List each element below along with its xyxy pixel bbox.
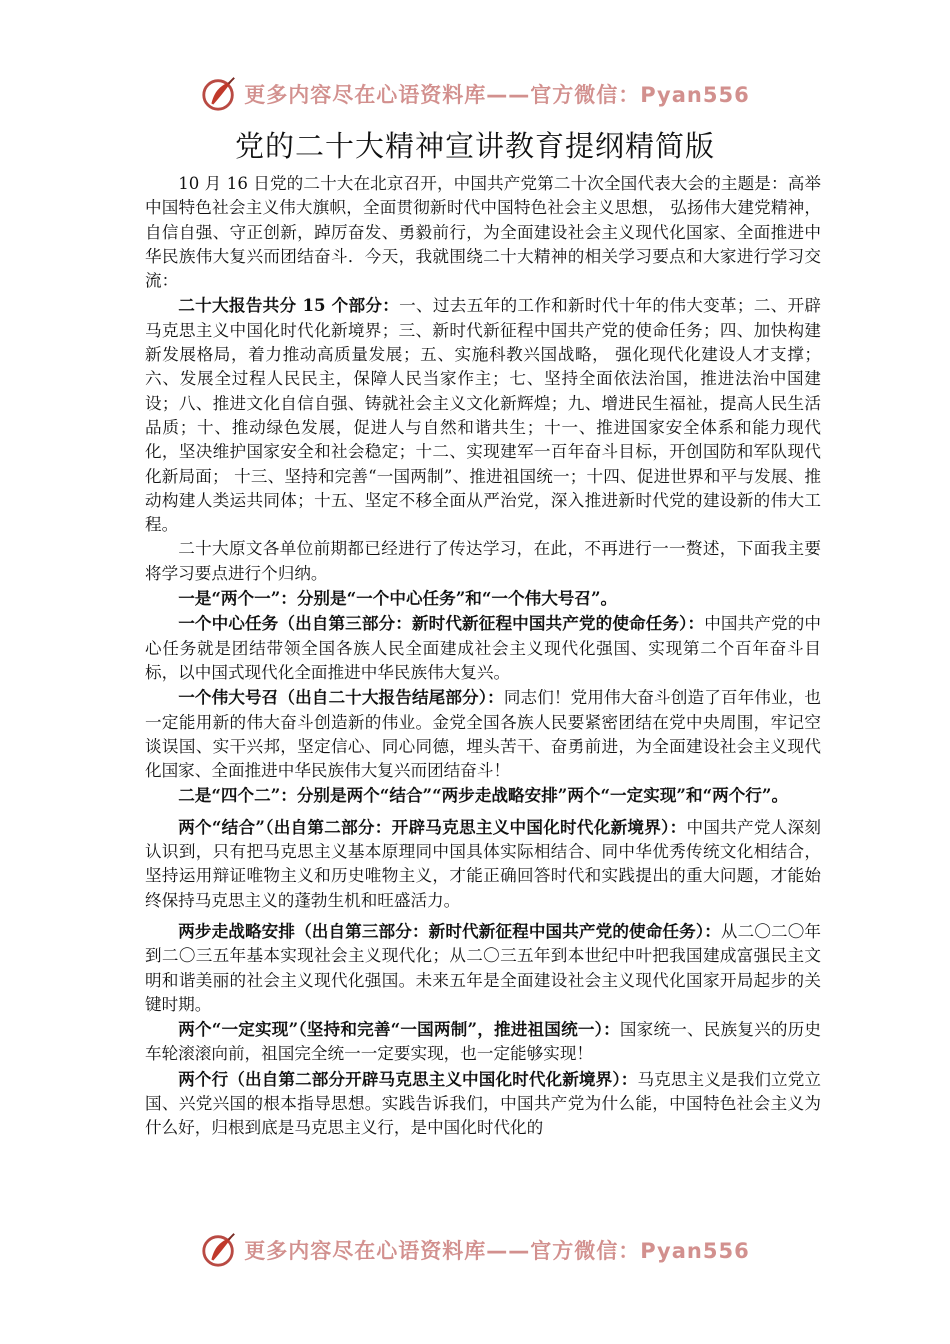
paragraph (145, 537, 821, 586)
footer-banner-message: 更多内容尽在心语资料库——官方微信： (244, 1239, 641, 1263)
paragraph-heading: 一个中心任务（出自第三部分：新时代新征程中国共产党的使命任务）： (178, 613, 705, 634)
paragraph-text: 10 月 16 日党的二十大在北京召开，中国共产党第二十次全国代表大会的主题是：高举中国特色社会主义伟大旗帜，全面贯彻新时代中国特色社会主义思想， 弘扬伟大建党精神，自信自强、守正创新，踔厉奋发、勇毅前行，为全面建设社会主义现代化国家、全面推进中华民族伟大复兴而团结奋斗．今天，我就围绕二十大精神的相关学习要点和大家进行学习交流： (145, 174, 821, 291)
paragraph-heading: 两个“一定实现”（坚持和完善“一国两制”，推进祖国统一）： (178, 1019, 620, 1040)
paragraph (145, 783, 821, 808)
paragraph-heading: 二十大报告共分 15 个部分： (178, 295, 400, 316)
paragraph-text: 中国共产党人深刻认识到，只有把马克思主义基本原理同中国具体实际相结合、同中华优秀传统文化相结合，坚持运用辩证唯物主义和历史唯物主义，才能正确回答时代和实践提出的重大问题，才能始终保持马克思主义的蓬勃生机和旺盛活力。 (145, 817, 821, 910)
footer-banner (0, 1228, 950, 1272)
page-title: 党的二十大精神宣讲教育提纲精简版 (234, 129, 715, 163)
header-banner-account: Pyan556 (640, 83, 750, 107)
paragraph (145, 586, 821, 611)
paragraph (145, 1017, 821, 1067)
paragraph (145, 1067, 821, 1141)
header-banner-text (244, 79, 749, 109)
paragraph (145, 919, 821, 1017)
footer-banner-text (244, 1235, 749, 1265)
paragraph-text: 一、过去五年的工作和新时代十年的伟大变革；二、开辟马克思主义中国化时代化新境界；三、新时代新征程中国共产党的使命任务；四、加快构建新发展格局，着力推动高质量发展；五、实施科教兴国战略， 强化现代化建设人才支撑；六、发展全过程人民民主，保障人民当家作主；七、坚持全面依法治国，推进法治中国建设；八、推进文化自信自强、铸就社会主义文化新辉煌；九、增进民生福祉，提高人民生活品质；十、推动绿色发展，促进人与自然和谐共生；十一、推进国家安全体系和能力现代化，坚决维护国家安全和社会稳定；十二、实现建军一百年奋斗目标，开创国防和军队现代化新局面； 十三、坚持和完善“一国两制”、推进祖国统一；十四、促进世界和平与发展、推动构建人类运共同体；十五、坚定不移全面从严治党，深入推进新时代党的建设新的伟大工程。 (145, 296, 821, 535)
paragraph (145, 611, 821, 685)
paragraph-text: 二十大原文各单位前期都已经进行了传达学习，在此，不再进行一一赘述，下面我主要将学习要点进行个归纳。 (145, 539, 821, 583)
paragraph-heading: 二是“四个二”：分别是两个“结合”“两步走战略安排”两个“一定实现”和“两个行”。 (178, 785, 789, 806)
paragraph-heading: 两个行（出自第二部分开辟马克思主义中国化时代化新境界）： (178, 1068, 638, 1089)
paragraph (145, 172, 821, 293)
brand-logo-icon (200, 75, 238, 113)
paragraph-heading: 一个伟大号召（出自二十大报告结尾部分）： (178, 687, 504, 708)
paragraph-text: 同志们！党用伟大奋斗创造了百年伟业，也一定能用新的伟大奋斗创造新的伟业。金党全国各族人民要紧密团结在党中央周围，牢记空谈误国、实干兴邦，坚定信心、同心同德，埋头苦干、奋勇前进，为全面建设社会主义现代化国家、全面推进中华民族伟大复兴而团结奋斗！ (145, 688, 821, 781)
paragraph-heading: 两步走战略安排（出自第三部分：新时代新征程中国共产党的使命任务）： (178, 920, 721, 941)
header-banner-message: 更多内容尽在心语资料库——官方微信： (244, 83, 641, 107)
paragraph-text: 中国共产党的中心任务就是团结带领全国各族人民全面建成社会主义现代化强国、实现第二个百年奋斗目标，以中国式现代化全面推进中华民族伟大复兴。 (145, 614, 821, 682)
paragraph-heading: 一是“两个一”：分别是“一个中心任务”和“一个伟大号召”。 (178, 588, 618, 609)
paragraph-text: 从二〇二〇年到二〇三五年基本实现社会主义现代化；从二〇三五年到本世纪中叶把我国建成富强民主文明和谐美丽的社会主义现代化强国。未来五年是全面建设社会主义现代化国家开局起步的关键时期。 (145, 921, 822, 1014)
header-banner (0, 72, 950, 116)
document-body (145, 172, 821, 1141)
brand-logo-icon (200, 1231, 238, 1269)
paragraph-text: 马克思主义是我们立党立国、兴党兴国的根本指导思想。实践告诉我们，中国共产党为什么能，中国特色社会主义为什么好，归根到底是马克思主义行，是中国化时代化的 (145, 1069, 822, 1138)
footer-banner-account: Pyan556 (640, 1239, 750, 1263)
paragraph-text: 国家统一、民族复兴的历史车轮滚滚向前，祖国完全统一一定要实现，也一定能够实现！ (145, 1020, 822, 1064)
paragraph-heading: 两个“结合”（出自第二部分：开辟马克思主义中国化时代化新境界）： (178, 816, 687, 837)
paragraph (145, 685, 821, 783)
paragraph (145, 815, 821, 913)
paragraph (145, 293, 821, 537)
